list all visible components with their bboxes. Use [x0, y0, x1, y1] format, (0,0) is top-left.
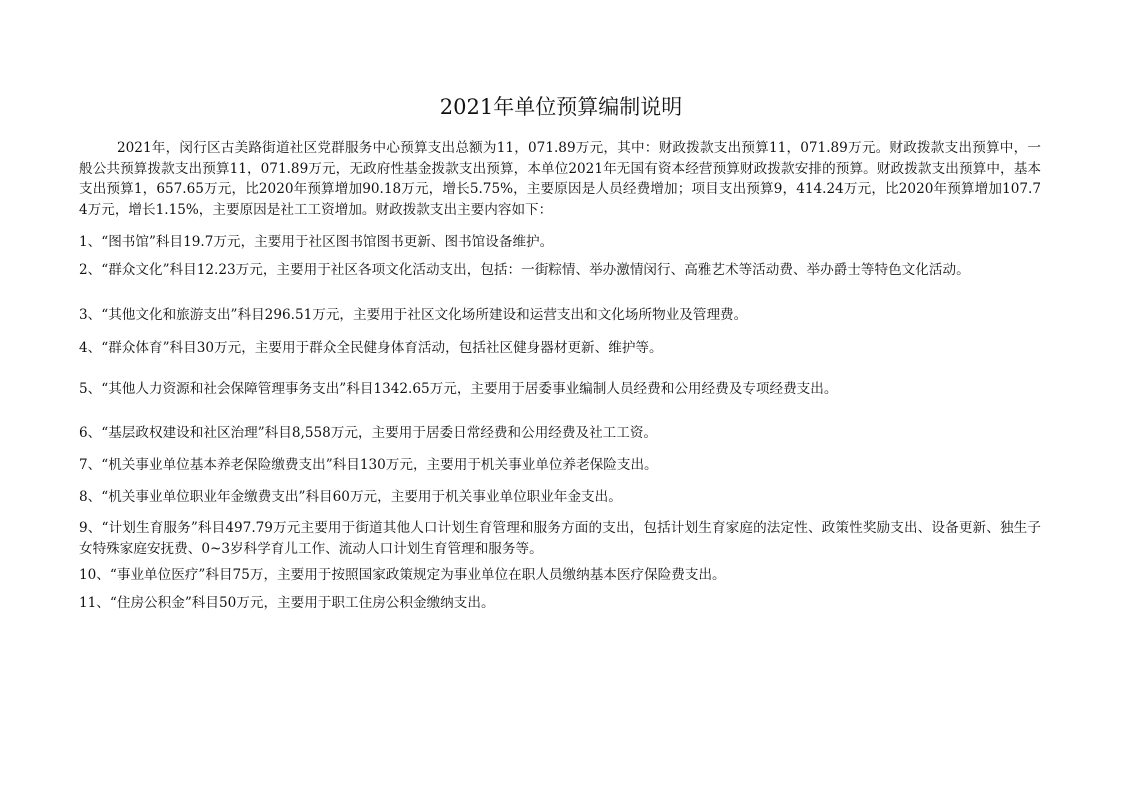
item-number: 2、 — [79, 262, 102, 278]
item-text: “住房公积金”科目50万元，主要用于职工住房公积金缴纳支出。 — [109, 595, 495, 611]
list-item — [79, 379, 1041, 400]
list-item — [79, 305, 1041, 326]
list-item — [79, 338, 1041, 359]
item-number: 7、 — [79, 457, 102, 473]
item-number: 6、 — [79, 425, 102, 441]
item-text: “机关事业单位职业年金缴费支出”科目60万元，主要用于机关事业单位职业年金支出。 — [101, 489, 622, 505]
list-item — [79, 487, 1041, 508]
intro-paragraph: 2021年，闵行区古美路街道社区党群服务中心预算支出总额为11，071.89万元，其中：财政拨款支出预算11，071.89万元。财政拨款支出预算中，一般公共预算拨款支出预算11，071.89万元，无政府性基金拨款支出预算，本单位2021年无国有资本经营预算财政拨款安排的预算。财政拨款支出预算中，基本支出预算1，657.65万元，比2020年预算增加90.18万元，增长5.75%，主要原因是人员经费增加；项目支出预算9，414.24万元，比2020年预算增加107.74万元，增长1.15%，主要原因是社工工资增加。财政拨款支出主要内容如下： — [79, 140, 1041, 218]
page-title: 2021年单位预算编制说明 — [439, 95, 683, 119]
item-number: 10、 — [79, 567, 110, 583]
list-item — [79, 232, 1041, 253]
item-text: “群众文化”科目12.23万元，主要用于社区各项文化活动支出，包括：一街粽情、举办激情闵行、高雅艺术等活动费、举办爵士等特色文化活动。 — [101, 262, 970, 278]
item-text: “其他人力资源和社会保障管理事务支出”科目1342.65万元，主要用于居委事业编制人员经费和公用经费及专项经费支出。 — [101, 381, 838, 397]
item-number: 8、 — [79, 489, 102, 505]
item-text: “事业单位医疗”科目75万，主要用于按照国家政策规定为事业单位在职人员缴纳基本医疗保险费支出。 — [109, 567, 726, 583]
item-text: “基层政权建设和社区治理”科目8,558万元，主要用于居委日常经费和公用经费及社工工资。 — [101, 425, 658, 441]
item-text: “机关事业单位基本养老保险缴费支出”科目130万元，主要用于机关事业单位养老保险支出。 — [101, 457, 658, 473]
list-item — [79, 260, 1041, 281]
item-number: 4、 — [79, 340, 102, 356]
item-number: 11、 — [79, 595, 110, 611]
item-number: 3、 — [79, 307, 102, 323]
item-text: “图书馆”科目19.7万元，主要用于社区图书馆图书更新、图书馆设备维护。 — [101, 234, 554, 250]
list-item — [79, 455, 1041, 476]
item-number: 1、 — [79, 234, 102, 250]
list-item — [79, 593, 1041, 614]
item-number: 9、 — [79, 520, 102, 536]
list-item — [79, 565, 1041, 586]
item-text: “群众体育”科目30万元，主要用于群众全民健身体育活动，包括社区健身器材更新、维护等。 — [101, 340, 663, 356]
item-text: “计划生育服务”科目497.79万元主要用于街道其他人口计划生育管理和服务方面的支出，包括计划生育家庭的法定性、政策性奖励支出、设备更新、独生子女特殊家庭安抚费、0~3岁科学育儿工作、流动人口计划生育管理和服务等。 — [79, 520, 1041, 557]
list-item — [79, 518, 1041, 559]
list-item — [79, 423, 1041, 444]
item-text: “其他文化和旅游支出”科目296.51万元，主要用于社区文化场所建设和运营支出和文化场所物业及管理费。 — [101, 307, 748, 323]
item-number: 5、 — [79, 381, 102, 397]
